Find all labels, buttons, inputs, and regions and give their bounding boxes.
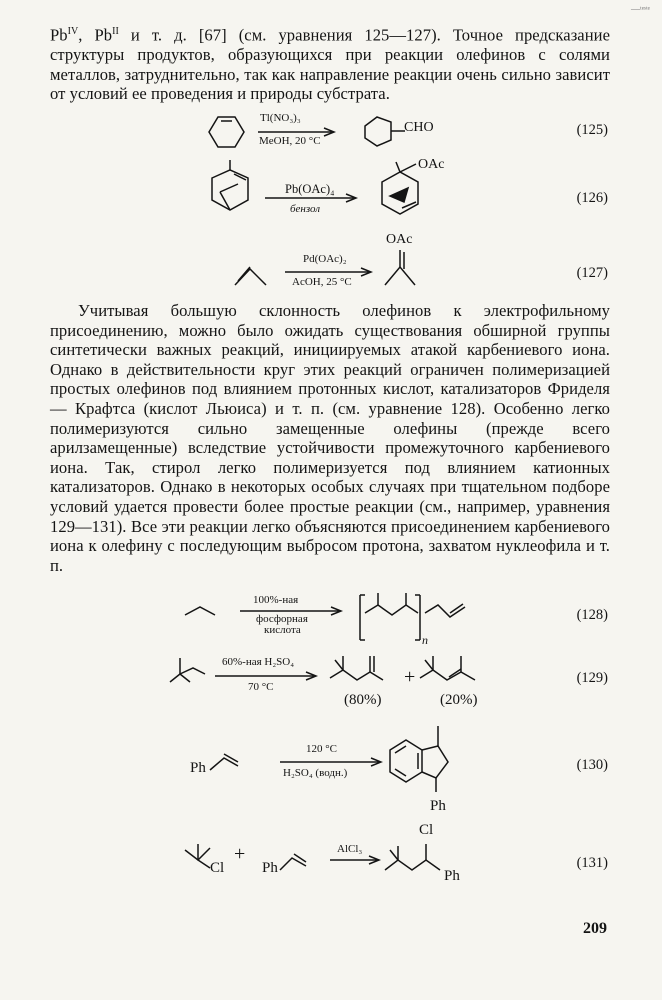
eq126-number: (126) (576, 190, 608, 206)
eq129-reagent-top: 60%-ная H₂SO₄ (222, 656, 295, 668)
p2-text: Учитывая большую склонность олефинов к электрофильному присоединению, можно было ожидать существования обширной группы синтетически важных реакций, инициируемых атакой карбениевого иона. Однако в действительности круг этих реакций ограничен полимеризацией простых олефинов под влиянием протонных кислот, катализаторов Фриделя — Крафтса (кислот Льюиса) и т. п. (см. уравнение 128). Особенно легко полимеризуются сильно замещенные олефины (прежде всего арилзамещенные) вследствие устойчивости промежуточного карбениевого иона. Так, стирол легко полимеризуется под влиянием катионных катализаторов. Однако в некоторых особых случаях при тщательном подборе условий удается провести более простые реакции (см., например, уравнения 129—131). Все эти реакции легко объясняются присоединением карбениевого иона к олефину с последующим выбросом протона, захватом нуклеофила и т. п. (50, 301, 610, 575)
tbucl-cl-bond (198, 860, 210, 868)
eq129-plus: + (404, 666, 416, 688)
paragraph-1 (50, 22, 610, 104)
eq125-cho: CHO (404, 120, 434, 135)
eq131-ph-reactant: Ph (262, 860, 278, 876)
product-skeleton (385, 267, 415, 285)
p1-lead: Pb (50, 25, 68, 45)
cyclopentane-ring (365, 117, 391, 146)
eq127-number: (127) (576, 265, 608, 281)
propene (235, 269, 266, 285)
eq130-number: (130) (576, 757, 608, 773)
eq129-structures (165, 650, 495, 695)
eq130-reagent-top: 120 °C (306, 743, 337, 755)
isobutylene-c (180, 668, 205, 674)
eq128-subscript-n: n (422, 633, 428, 647)
styrene-double-bond (224, 754, 238, 762)
eq125-number: (125) (576, 122, 608, 138)
paragraph-2 (50, 301, 610, 575)
indane-five-ring (422, 746, 448, 778)
pinene-bridge-1 (220, 184, 238, 192)
eq128-reagent-mid: фосфорная (256, 613, 308, 625)
eq129-yield-80: (80%) (344, 692, 382, 708)
eq130-ph-product: Ph (430, 798, 446, 814)
eq125-reagent-bottom: MeOH, 20 °C (259, 135, 321, 147)
eq126-reagent-bottom: бензол (290, 203, 321, 215)
eq125-reagent-top: Tl(NO₃)₃ (260, 112, 301, 124)
eq128-reagent-top: 100%-ная (253, 594, 299, 606)
corner-mark: —ᵗᵉˢᵗᵉ (631, 4, 650, 14)
polymer-chain (365, 605, 418, 615)
eq126-reagent-top: Pb(OAc)₄ (285, 182, 335, 196)
end-double-bond (450, 604, 463, 613)
eq130-ph-reactant: Ph (190, 760, 206, 776)
propene-double-bond (238, 267, 250, 281)
eq131-cl-product: Cl (419, 822, 434, 838)
eq127-reagent-bottom: AcOH, 25 °C (292, 276, 352, 288)
p1-mid: , Pb (78, 25, 113, 45)
eq131-ph-product: Ph (444, 868, 460, 884)
product1-methyl-b (335, 660, 343, 670)
p1-text: и т. д. [67] (см. уравнения 125—127). Точное предсказание структуры продуктов, образующихся при реакции олефинов с солями металлов, затруднительно, так как направление реакции очень сильно зависит от условий ее проведения и природы субстрата. (50, 25, 610, 104)
product-chain (385, 860, 440, 870)
product2-chain (420, 670, 475, 680)
propene (185, 607, 215, 615)
eq131-reagent-top: AlCl₃ (337, 843, 363, 855)
eq128-reagent-bottom: кислота (264, 624, 301, 636)
eq129-number: (129) (576, 670, 608, 686)
eq131-cl-reactant: Cl (210, 860, 225, 876)
pinene-ring (212, 170, 248, 210)
oac-bond (400, 164, 416, 172)
product1-chain (330, 670, 383, 680)
eq128-number: (128) (576, 607, 608, 623)
eq126-oac: OAc (418, 157, 445, 172)
eq128-structures (180, 585, 500, 645)
isobutylene-a (170, 674, 190, 682)
eq127-oac: OAc (386, 232, 413, 247)
eq131-number: (131) (576, 855, 608, 871)
product2-methyl-b (425, 660, 433, 670)
product-methyl-b (390, 850, 398, 860)
wedge-bridge (390, 188, 408, 202)
eq130-reagent-bottom: H₂SO₄ (водн.) (283, 767, 348, 779)
eq131-structures (180, 830, 480, 890)
product-methyl (396, 162, 400, 172)
eq131-plus: + (234, 843, 246, 865)
eq129-reagent-bottom: 70 °C (248, 681, 274, 693)
p1-sup2: II (112, 26, 119, 37)
page-number: 209 (583, 920, 607, 937)
eq127-reagent-top: Pd(OAc)₂ (303, 253, 347, 265)
p1-sup1: IV (67, 26, 79, 37)
eq129-yield-20: (20%) (440, 692, 478, 708)
